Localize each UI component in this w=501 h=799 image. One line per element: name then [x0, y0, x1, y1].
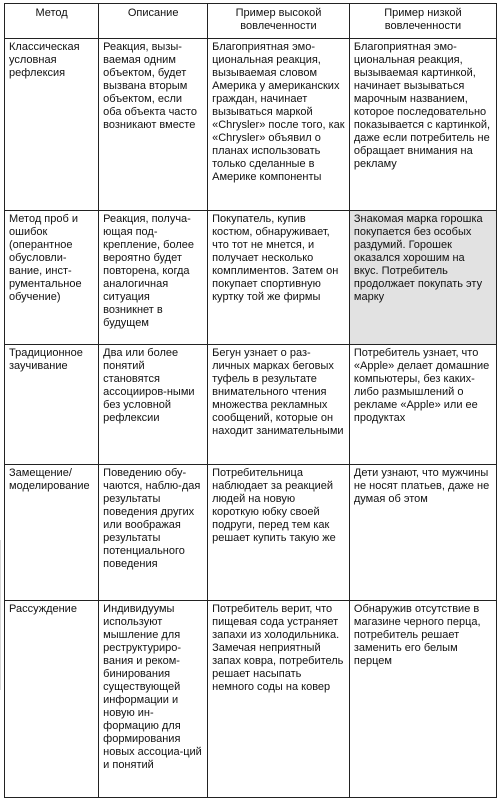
cell-low-involvement: Дети узнают, что мужчины не носят платьев, даже не думая об этом	[349, 465, 496, 601]
cell-method: Классическая условная рефлексия	[5, 39, 99, 211]
cell-method: Метод проб и ошибок (оперантное обусловли-вание, инст-рументальное обучение)	[5, 211, 99, 345]
cell-high-involvement: Благоприятная эмо-циональная реакция, вызываемая словом Америка у американских граждан, начинает вызываться маркой «Chrysler» после того, как «Chrysler» объявил о планах использовать только сделанные в Америке компоненты	[208, 39, 350, 211]
cell-description: Два или более понятий становятся ассоцииров-ными без условной рефлексии	[99, 345, 208, 465]
table-row	[5, 601, 497, 798]
cell-high-involvement: Покупатель, купив костюм, обнаруживает, что тот не мнется, и получает несколько комплиментов. Затем он покупает спортивную куртку той же фирмы	[208, 211, 350, 345]
header-low-involvement: Пример низкой вовлеченности	[349, 4, 496, 39]
cell-low-involvement: Обнаружив отсутствие в магазине черного перца, потребитель решает заменить его белым перцем	[349, 601, 496, 798]
learning-methods-table	[4, 3, 497, 798]
cell-high-involvement: Потребитель верит, что пищевая сода устраняет запахи из холодильника. Замечая неприятный запах ковра, потребитель решает насыпать немного соды на ковер	[208, 601, 350, 798]
header-high-involvement: Пример высокой вовлеченности	[208, 4, 350, 39]
table-row	[5, 465, 497, 601]
cell-high-involvement: Бегун узнает о раз-личных марках беговых туфель в результате внимательного чтения множества рекламных сообщений, которые он находит занимательными	[208, 345, 350, 465]
page-edge-mark	[0, 540, 1, 690]
header-row	[5, 4, 497, 39]
cell-description: Индивидуумы используют мышление для реструктуриро-вания и реком-бинирования существующей информации и новую ин-формацию для формирования новых ассоциа-ций и понятий	[99, 601, 208, 798]
header-method: Метод	[5, 4, 99, 39]
table-row	[5, 39, 497, 211]
header-description: Описание	[99, 4, 208, 39]
table-row	[5, 211, 497, 345]
table-body	[5, 39, 497, 798]
cell-low-involvement: Благоприятная эмо-циональная реакция, вызываемая картинкой, начинает вызываться марочным названием, которое последовательно показывается с картинкой, даже если потребитель не обращает внимания на рекламу	[349, 39, 496, 211]
cell-description: Реакция, вызы-ваемая одним объектом, будет вызвана вторым объектом, если оба объекта часто возникают вместе	[99, 39, 208, 211]
table-row	[5, 345, 497, 465]
cell-description: Реакция, получа-ющая под-крепление, более вероятно будет повторена, когда аналогичная ситуация возникнет в будущем	[99, 211, 208, 345]
cell-method: Традиционное заучивание	[5, 345, 99, 465]
cell-description: Поведению обу-чаются, наблю-дая результаты поведения других или воображая результаты потенциального поведения	[99, 465, 208, 601]
cell-method: Замещение/ моделирование	[5, 465, 99, 601]
cell-high-involvement: Потребительница наблюдает за реакцией людей на новую короткую юбку своей подруги, перед тем как решает купить такую же	[208, 465, 350, 601]
cell-low-involvement: Знакомая марка горошка покупается без особых раздумий. Горошек оказался хорошим на вкус. Потребитель продолжает покупать эту марку	[349, 211, 496, 345]
document-page	[4, 3, 497, 795]
cell-method: Рассуждение	[5, 601, 99, 798]
table-header	[5, 4, 497, 39]
cell-low-involvement: Потребитель узнает, что «Apple» делает домашние компьютеры, без каких-либо размышлений о рекламе «Apple» или ее продуктах	[349, 345, 496, 465]
